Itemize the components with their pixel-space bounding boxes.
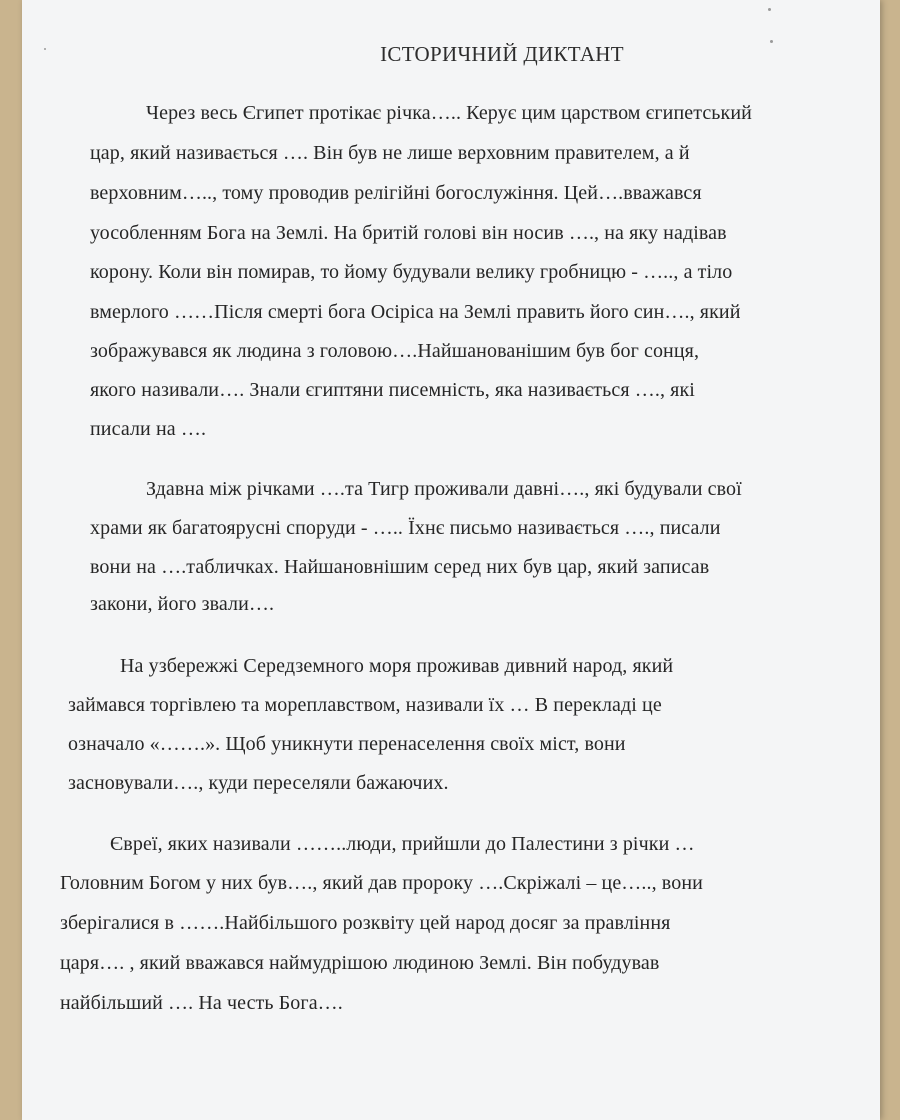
- text-line: Здавна між річками ….та Тигр проживали давні…., які будували свої: [146, 478, 742, 500]
- text-line: На узбережжі Середземного моря проживав дивний народ, який: [120, 655, 674, 677]
- paper-speck: [768, 8, 771, 11]
- text-line: Через весь Єгипет протікає річка….. Керує цим царством єгипетський: [146, 102, 752, 124]
- text-line: уособленням Бога на Землі. На бритій голові він носив …., на яку надівав: [90, 222, 727, 244]
- text-line: корону. Коли він помирав, то йому будували велику гробницю - ….., а тіло: [90, 261, 733, 283]
- text-line: верховним….., тому проводив релігійні богослужіння. Цей….вважався: [90, 182, 702, 204]
- text-line: займався торгівлею та мореплавством, називали їх … В перекладі це: [68, 694, 662, 716]
- paper-speck: [770, 40, 773, 43]
- text-line: означало «…….». Щоб уникнути перенаселення своїх міст, вони: [68, 733, 626, 755]
- text-line: засновували…., куди переселяли бажаючих.: [68, 772, 449, 794]
- text-line: Євреї, яких називали ……..люди, прийшли до Палестини з річки …: [110, 833, 695, 855]
- text-line: вмерлого ……Після смерті бога Осіріса на Землі править його син…., який: [90, 301, 741, 323]
- text-line: найбільший …. На честь Бога….: [60, 992, 343, 1014]
- text-line: вони на ….табличках. Найшановнішим серед них був цар, який записав: [90, 556, 710, 578]
- text-line: зображувався як людина з головою….Найшанованішим був бог сонця,: [90, 340, 700, 362]
- text-line: цар, який називається …. Він був не лише верховним правителем, а й: [90, 142, 690, 164]
- paper-speck: [44, 48, 46, 50]
- text-line: якого називали…. Знали єгиптяни писемність, яка називається …., які: [90, 379, 695, 401]
- text-line: закони, його звали….: [90, 593, 275, 615]
- text-line: царя…. , який вважався наймудрішою людиною Землі. Він побудував: [60, 952, 660, 974]
- text-line: храми як багатоярусні споруди - ….. Їхнє письмо називається …., писали: [90, 517, 721, 539]
- document-title: ІСТОРИЧНИЙ ДИКТАНТ: [380, 42, 624, 66]
- text-line: писали на ….: [90, 418, 207, 440]
- paper-sheet: [22, 0, 880, 1120]
- text-line: Головним Богом у них був…., який дав пророку ….Скріжалі – це….., вони: [60, 872, 703, 894]
- text-line: зберігалися в …….Найбільшого розквіту цей народ досяг за правління: [60, 912, 671, 934]
